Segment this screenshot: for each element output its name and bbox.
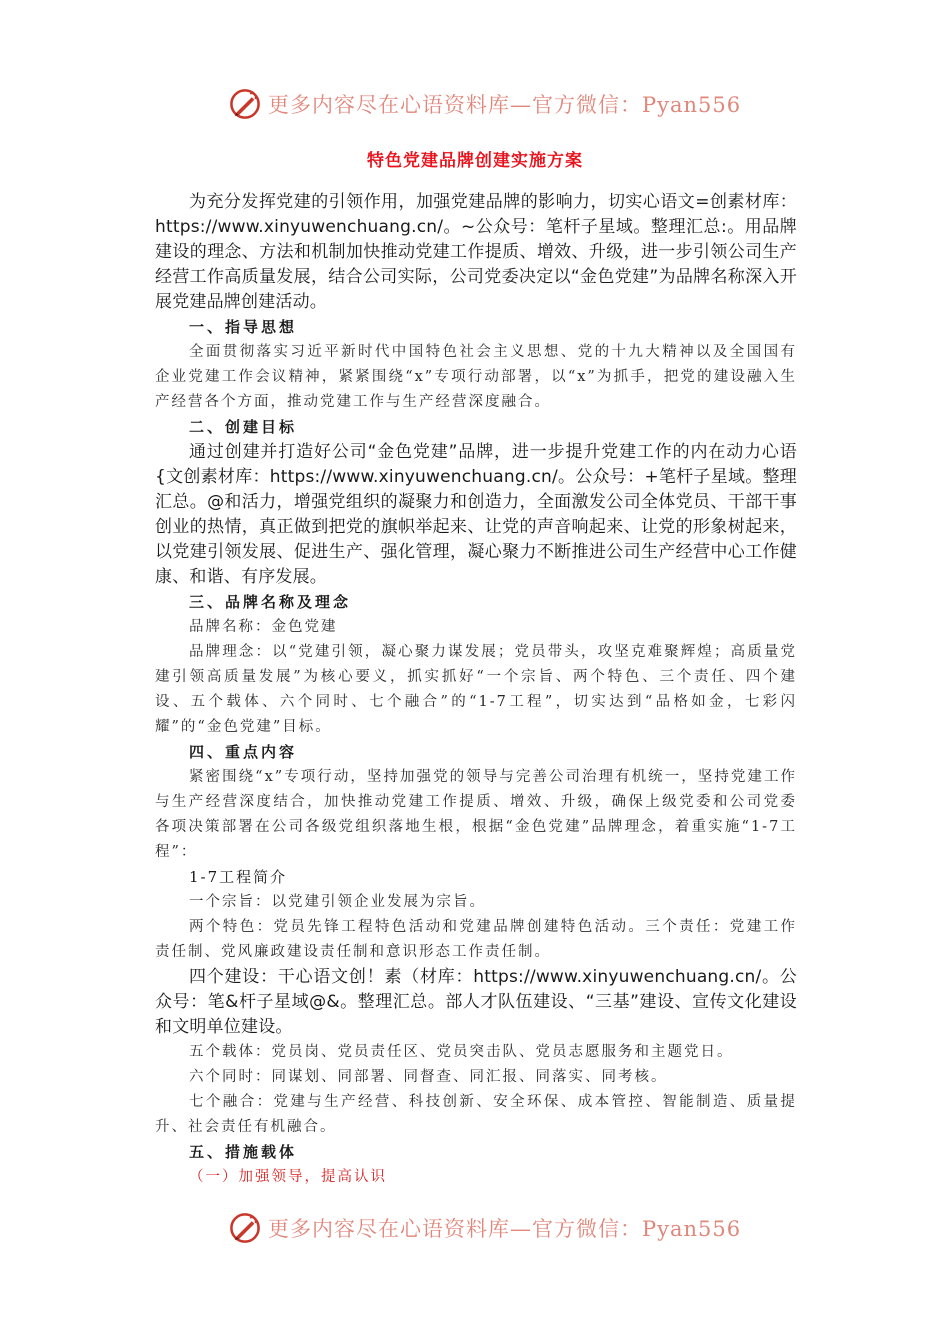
item-four-construction: 四个建设：干心语文创！素（材库：https://www.xinyuwenchuang.cn/。公众号：笔&杆子星域@&。整理汇总。部人才队伍建设、“三基”建设、宣传文化建设和文明单位建设。 bbox=[155, 967, 797, 1037]
document-title: 特色党建品牌创建实施方案 bbox=[367, 151, 583, 171]
section-1-paragraph: 全面贯彻落实习近平新时代中国特色社会主义思想、党的十九大精神以及全国国有企业党建工作会议精神，紧紧围绕“x”专项行动部署，以“x”为抓手，把党的建设融入生产经营各个方面，推动党建工作与生产经营深度融合。 bbox=[155, 344, 797, 410]
document-body bbox=[155, 190, 797, 1190]
brand-concept-paragraph: 品牌理念：以“党建引领，凝心聚力谋发展；党员带头，攻坚克难聚辉煌；高质量党建引领高质量发展”为核心要义，抓实抓好“一个宗旨、两个特色、三个责任、四个建设、五个载体、六个同时、七个融合”的“1-7工程”，切实达到“品格如金，七彩闪耀”的“金色党建”目标。 bbox=[155, 644, 797, 735]
header-banner-text: 更多内容尽在心语资料库—官方微信：Pyan556 bbox=[268, 93, 742, 117]
brand-name-line: 品牌名称：金色党建 bbox=[189, 619, 338, 635]
section-2-paragraph: 通过创建并打造好公司“金色党建”品牌，进一步提升党建工作的内在动力心语{文创素材库：https://www.xinyuwenchuang.cn/。公众号：+笔杆子星域。整理汇总。@和活力，增强党组织的凝聚力和创造力，全面激发公司全体党员、干部干事创业的热情，真正做到把党的旗帜举起来、让党的声音响起来、让党的形象树起来，以党建引领发展、促进生产、强化管理，凝心聚力不断推进公司生产经营中心工作健康、和谐、有序发展。 bbox=[155, 442, 797, 587]
section-4-paragraph: 紧密围绕“x”专项行动，坚持加强党的领导与完善公司治理有机统一，坚持党建工作与生产经营深度结合，加快推动党建工作提质、增效、升级，确保上级党委和公司党委各项决策部署在公司各级党组织落地生根，根据“金色党建”品牌理念，着重实施“1-7工程”： bbox=[155, 769, 797, 860]
intro-paragraph: 为充分发挥党建的引领作用，加强党建品牌的影响力，切实心语文=创素材库：https://www.xinyuwenchuang.cn/。~公众号：笔杆子星域。整理汇总:。用品牌建设的理念、方法和机制加快推动党建工作提质、增效、升级，进一步引领公司生产经营工作高质量发展，结合公司实际，公司党委决定以“金色党建”为品牌名称深入开展党建品牌创建活动。 bbox=[155, 192, 797, 312]
subsection-heading-5-1: （一）加强领导，提高认识 bbox=[189, 1169, 387, 1185]
footer-banner bbox=[228, 1208, 748, 1248]
section-heading-3: 三、品牌名称及理念 bbox=[189, 593, 352, 611]
section-heading-2: 二、创建目标 bbox=[189, 418, 298, 436]
project-intro-label: 1-7工程简介 bbox=[189, 868, 288, 886]
item-two-three: 两个特色：党员先锋工程特色活动和党建品牌创建特色活动。三个责任：党建工作责任制、党风廉政建设责任制和意识形态工作责任制。 bbox=[155, 919, 797, 960]
section-heading-5: 五、措施载体 bbox=[189, 1143, 298, 1161]
pen-logo-icon bbox=[228, 87, 262, 121]
header-banner bbox=[228, 84, 748, 124]
section-heading-1: 一、指导思想 bbox=[189, 318, 298, 336]
item-seven-integration: 七个融合：党建与生产经营、科技创新、安全环保、成本管控、智能制造、质量提升、社会责任有机融合。 bbox=[155, 1094, 797, 1135]
item-five-carriers: 五个载体：党员岗、党员责任区、党员突击队、党员志愿服务和主题党日。 bbox=[189, 1044, 734, 1060]
pen-logo-icon bbox=[228, 1211, 262, 1245]
item-six-simultaneous: 六个同时：同谋划、同部署、同督查、同汇报、同落实、同考核。 bbox=[189, 1069, 668, 1085]
footer-banner-text: 更多内容尽在心语资料库—官方微信：Pyan556 bbox=[268, 1217, 742, 1241]
item-one-purpose: 一个宗旨：以党建引领企业发展为宗旨。 bbox=[189, 894, 486, 910]
section-heading-4: 四、重点内容 bbox=[189, 743, 298, 761]
